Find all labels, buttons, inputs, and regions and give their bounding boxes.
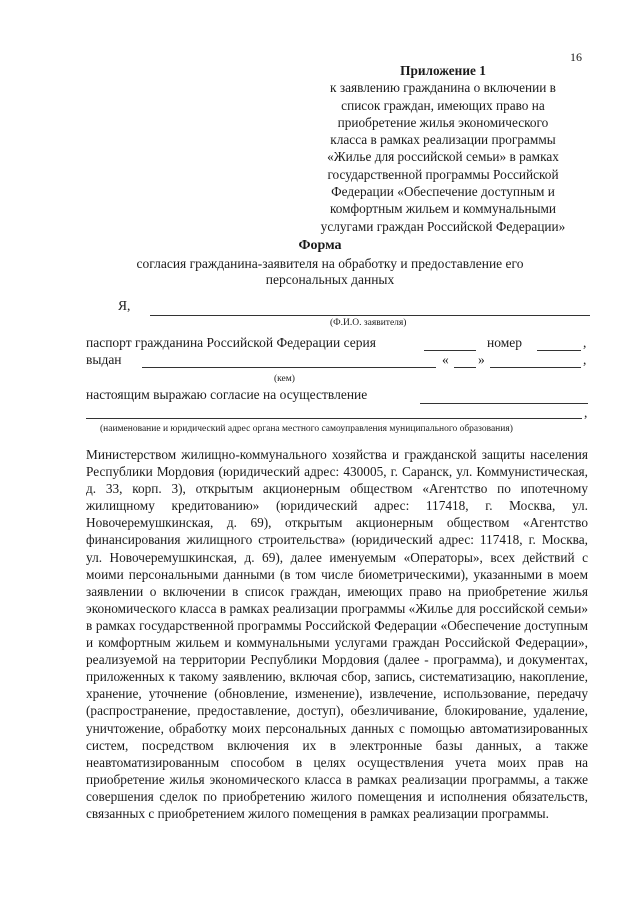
date-line — [490, 367, 581, 368]
appendix-title: Приложение 1 — [400, 63, 486, 78]
issued-label: выдан — [86, 352, 122, 367]
by-whom-caption: (кем) — [274, 374, 295, 384]
appendix-line: список граждан, имеющих право на — [341, 97, 545, 113]
number-line — [537, 350, 581, 351]
fio-line — [150, 315, 590, 316]
appendix-line: класса в рамках реализации программы — [330, 132, 556, 148]
number-label: номер — [487, 335, 523, 350]
org-line — [86, 418, 582, 419]
appendix-line: «Жилье для российской семьи» в рамках — [327, 149, 559, 165]
issued-comma: , — [583, 352, 587, 367]
appendix-line: услугами граждан Российской Федерации» — [320, 218, 566, 234]
consent-body: Министерством жилищно-коммунального хозяйства и гражданской защиты населения Республики Мордовия (юридический адрес: 430005, г. Саранск, ул. Коммунистическая, д. 33, корп. 3), открытым акционерным обществом «Агентство по ипотечному жилищному кредитованию» (юридический адрес: 117418, г. Москва, ул. Новочеремушкинская, д. 69), открытым акционерным обществом «Агентство финансирования жилищного строительства» (юридический адрес: 117418, г. Москва, ул. Новочеремушкинская, д. 69), далее именуемым «Операторы», всех действий с моими персональными данными (в том числе биометрическими), указанными в моем заявлении о включении в список граждан, имеющих право на приобретение жилья экономического класса в рамках реализации программы «Жилье для российской семьи» в рамках государственной программы Российской Федерации «Обеспечение доступным и комфортным жильем и коммунальными услугами граждан Российской Федерации», реализуемой на территории Республики Мордовия (далее - программа), и документах, приложенных к такому заявлению, включая сбор, запись, систематизацию, накопление, хранение, уточнение (обновление, изменение), извлечение, использование, передачу (распространение, предоставление, доступ), обезличивание, блокирование, удаление, уничтожение, обработку моих персональных данных с помощью автоматизированных систем, посредством включения их в электронные базы данных, а также неавтоматизированным способом в целях осуществления учета моих прав на приобретение жилья экономического класса в рамках реализации программы, а также совершения сделок по приобретению жилого помещения и исполнения обязательств, связанных с приобретением жилого помещения в рамках реализации программы. — [86, 447, 588, 821]
day-line — [454, 367, 476, 368]
appendix-line: государственной программы Российской — [327, 166, 559, 182]
passport-label: паспорт гражданина Российской Федерации серия — [86, 335, 376, 350]
appendix-line: к заявлению гражданина о включении в — [330, 80, 556, 96]
consent-line — [420, 403, 588, 404]
page-number: 16 — [570, 50, 582, 64]
fio-caption: (Ф.И.О. заявителя) — [330, 318, 407, 328]
org-comma: , — [584, 405, 588, 420]
consent-label: настоящим выражаю согласие на осуществление — [86, 387, 368, 402]
form-subtitle: согласия гражданина-заявителя на обработку и предоставление его персональных данных — [136, 256, 524, 287]
appendix-line: приобретение жилья экономического — [337, 114, 549, 130]
quote-open: « — [442, 352, 449, 367]
series-line — [424, 350, 476, 351]
org-caption: (наименование и юридический адрес органа местного самоуправления муниципального образования) — [100, 424, 513, 434]
appendix-line: Федерации «Обеспечение доступным и — [331, 184, 555, 200]
passport-comma: , — [583, 335, 587, 350]
form-title: Форма — [298, 238, 342, 253]
ya-label: Я, — [118, 298, 131, 313]
appendix-line: комфортным жильем и коммунальными — [329, 201, 557, 217]
quote-close: » — [478, 352, 485, 367]
issued-by-line — [142, 367, 436, 368]
appendix-block — [312, 62, 574, 235]
